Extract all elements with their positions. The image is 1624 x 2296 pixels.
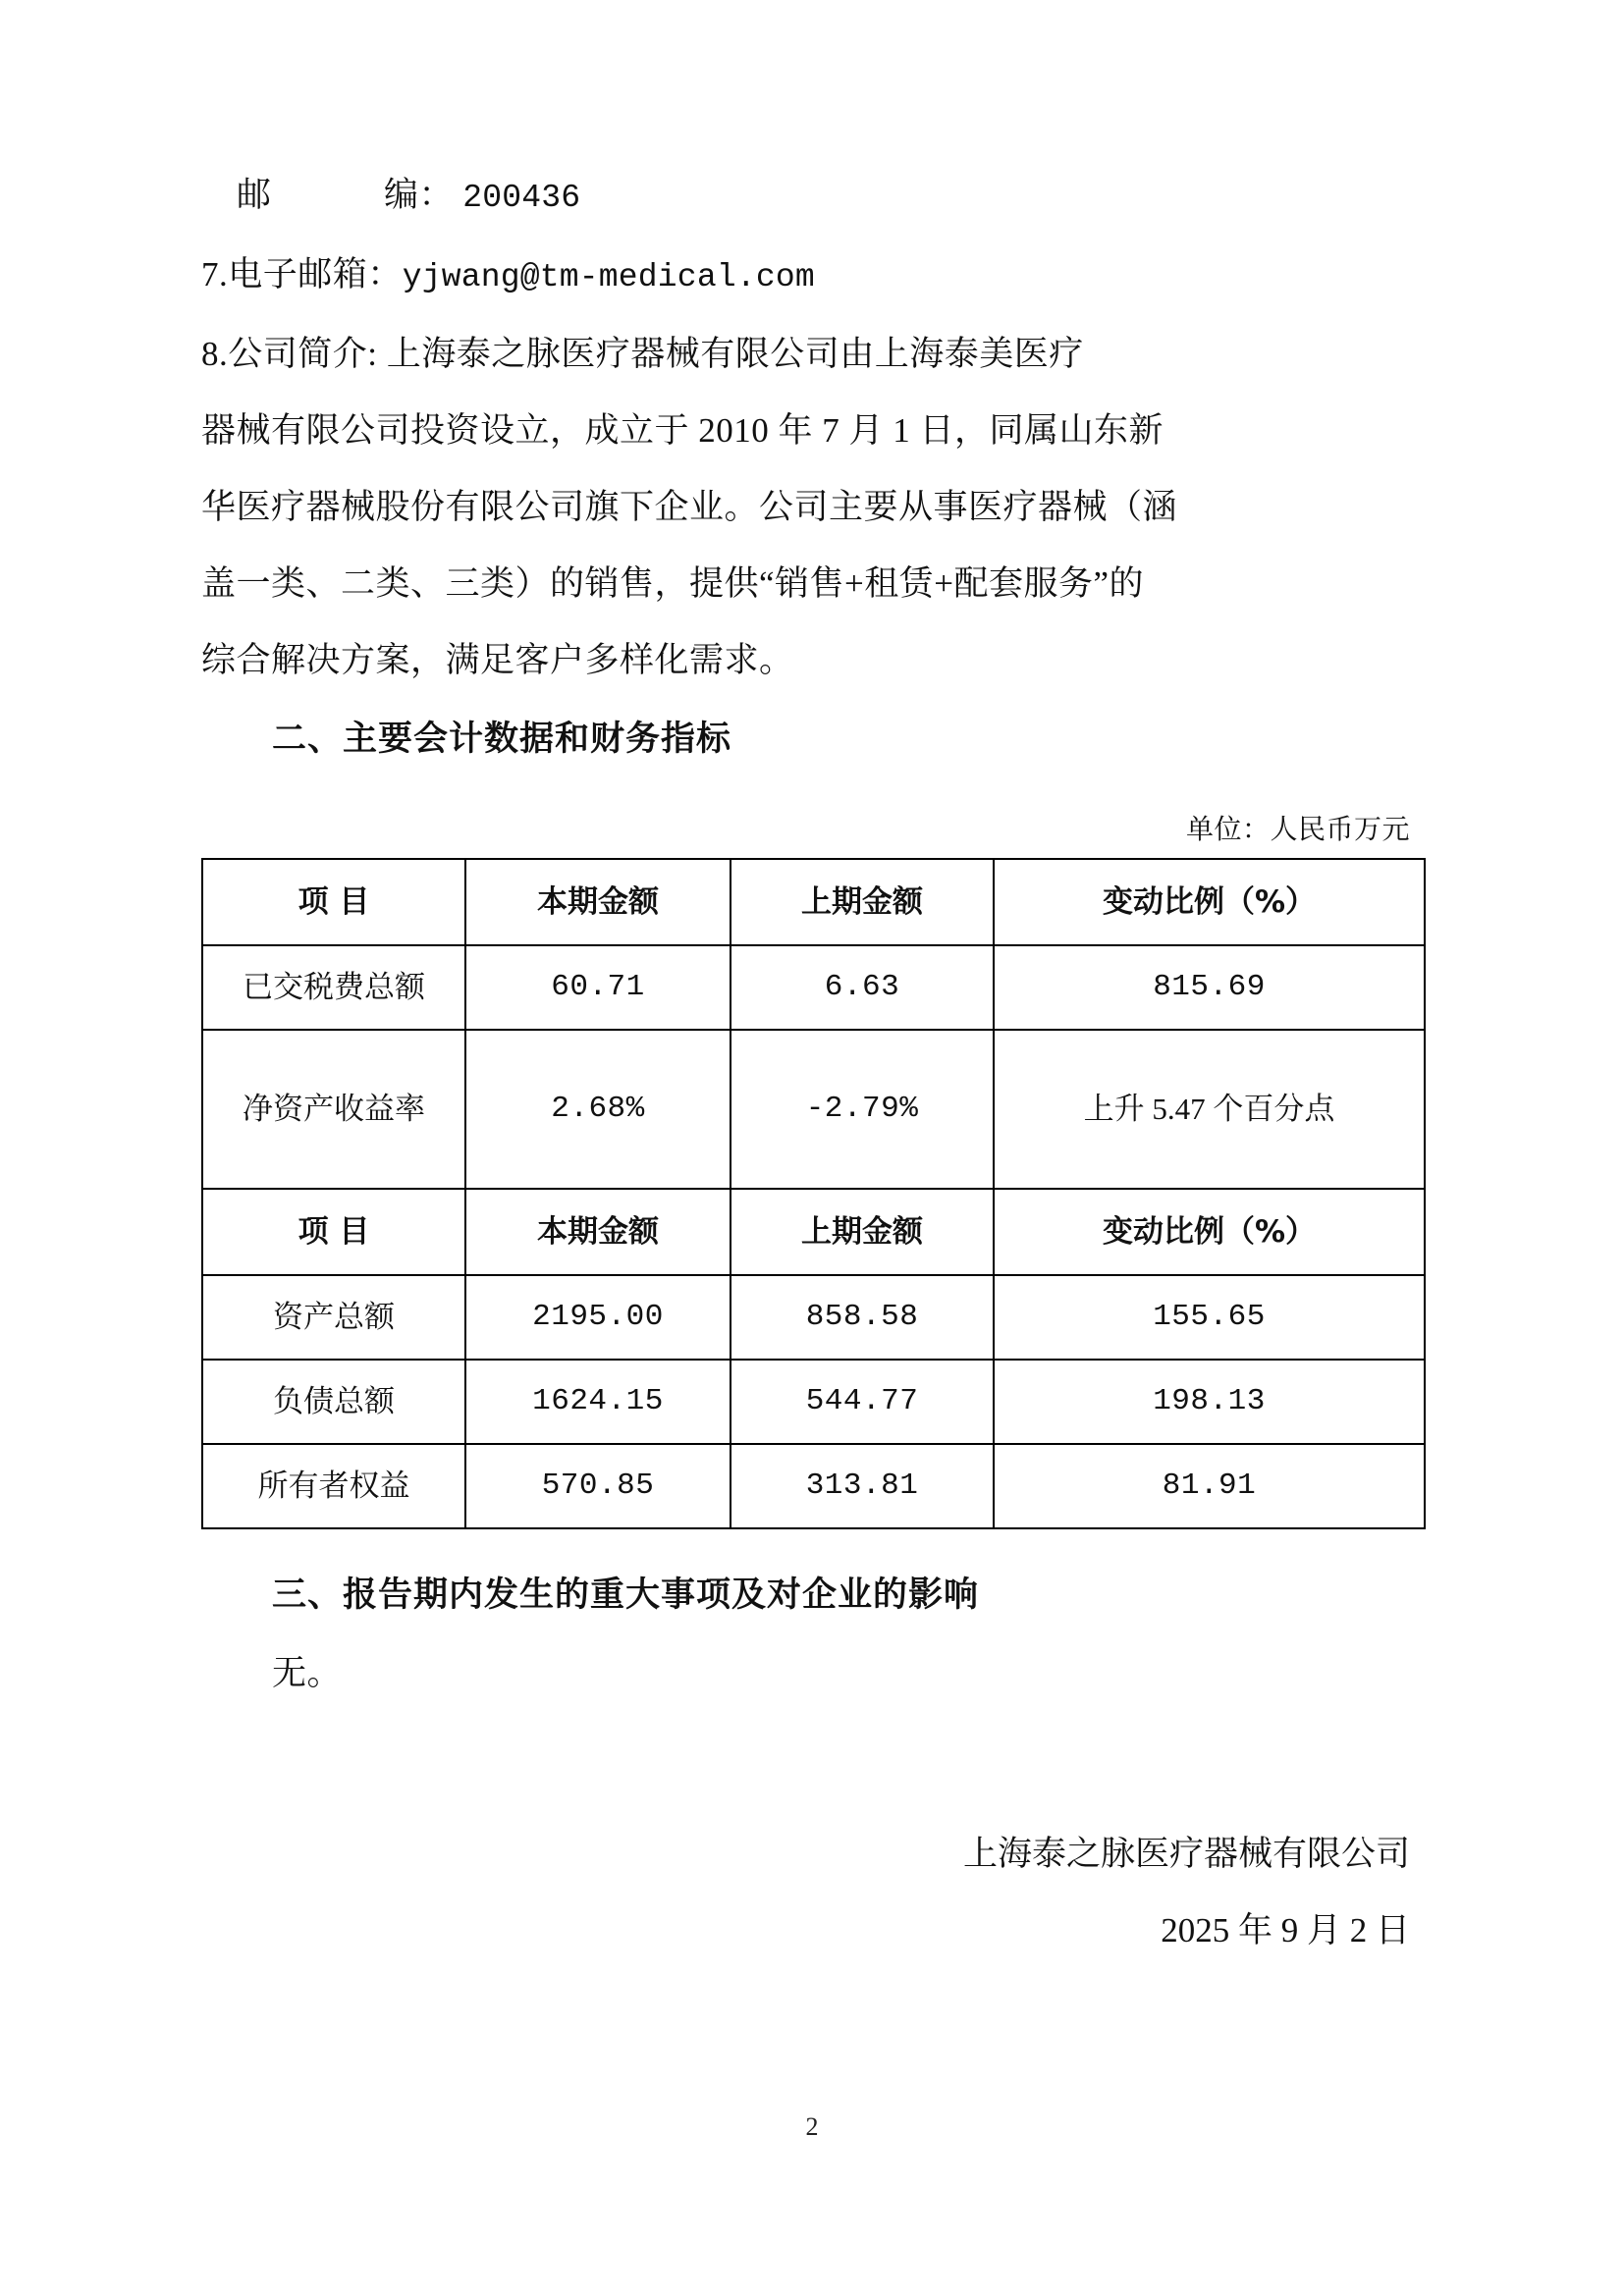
row-item-total-assets: 资产总额 [202, 1275, 465, 1360]
signature-date: 2025 年 9 月 2 日 [1161, 1911, 1410, 1949]
col-header-item: 项 目 [202, 859, 465, 945]
table-row [202, 1030, 1425, 1189]
company-profile-line-1: 8.公司简介: 上海泰之脉医疗器械有限公司由上海泰美医疗 [201, 335, 1084, 373]
signature-company: 上海泰之脉医疗器械有限公司 [962, 1835, 1410, 1873]
row-change-total-assets: 155.65 [994, 1275, 1425, 1360]
row-item-total-liabilities: 负债总额 [202, 1360, 465, 1444]
document-content [201, 0, 1424, 1969]
col-header-previous: 上期金额 [731, 859, 994, 945]
company-profile-line-5: 综合解决方案，满足客户多样化需求。 [201, 641, 794, 679]
row-current-owners-equity: 570.85 [465, 1444, 731, 1528]
col-header-change: 变动比例（%） [994, 859, 1425, 945]
email-line [201, 237, 1424, 316]
row-item-roe: 净资产收益率 [202, 1030, 465, 1189]
company-profile-line-3: 华医疗器械股份有限公司旗下企业。公司主要从事医疗器械（涵 [201, 488, 1178, 526]
row-previous-tax-paid: 6.63 [731, 945, 994, 1030]
table-header-row-1 [202, 859, 1425, 945]
postal-code-line [201, 157, 1424, 237]
row-item-tax-paid: 已交税费总额 [202, 945, 465, 1030]
row-change-owners-equity: 81.91 [994, 1444, 1425, 1528]
table-unit-note: 单位：人民币万元 [1185, 815, 1410, 845]
row-previous-total-assets: 858.58 [731, 1275, 994, 1360]
financial-table [201, 858, 1426, 1529]
email-index: 7. [201, 255, 229, 294]
row-current-roe: 2.68% [465, 1030, 731, 1189]
table-row [202, 1444, 1425, 1528]
col-header-current-2: 本期金额 [465, 1189, 731, 1275]
col-header-change-2: 变动比例（%） [994, 1189, 1425, 1275]
section-two-heading: 二、主要会计数据和财务指标 [272, 720, 732, 759]
email-value: yjwang@tm-medical.com [402, 259, 815, 295]
row-current-tax-paid: 60.71 [465, 945, 731, 1030]
postal-code-value: 200436 [462, 180, 581, 216]
row-current-total-liabilities: 1624.15 [465, 1360, 731, 1444]
row-change-roe: 上升 5.47 个百分点 [994, 1030, 1425, 1189]
company-profile-line-4: 盖一类、二类、三类）的销售，提供“销售+租赁+配套服务”的 [201, 564, 1145, 603]
col-header-previous-2: 上期金额 [731, 1189, 994, 1275]
email-label: 电子邮箱： [228, 255, 403, 294]
table-header-row-2 [202, 1189, 1425, 1275]
row-previous-total-liabilities: 544.77 [731, 1360, 994, 1444]
row-current-total-assets: 2195.00 [465, 1275, 731, 1360]
col-header-item-2: 项 目 [202, 1189, 465, 1275]
postal-code-label-2: 编： [384, 176, 455, 214]
table-row [202, 945, 1425, 1030]
row-previous-owners-equity: 313.81 [731, 1444, 994, 1528]
section-three-heading: 三、报告期内发生的重大事项及对企业的影响 [272, 1575, 980, 1615]
table-row [202, 1360, 1425, 1444]
row-previous-roe: -2.79% [731, 1030, 994, 1189]
postal-code-label: 邮 [237, 176, 272, 214]
row-change-tax-paid: 815.69 [994, 945, 1425, 1030]
row-change-total-liabilities: 198.13 [994, 1360, 1425, 1444]
row-item-owners-equity: 所有者权益 [202, 1444, 465, 1528]
page-number: 2 [805, 2112, 819, 2141]
section-three-body: 无。 [272, 1654, 343, 1692]
col-header-current: 本期金额 [465, 859, 731, 945]
table-row [202, 1275, 1425, 1360]
company-profile-line-2: 器械有限公司投资设立，成立于 2010 年 7 月 1 日，同属山东新 [201, 411, 1164, 450]
